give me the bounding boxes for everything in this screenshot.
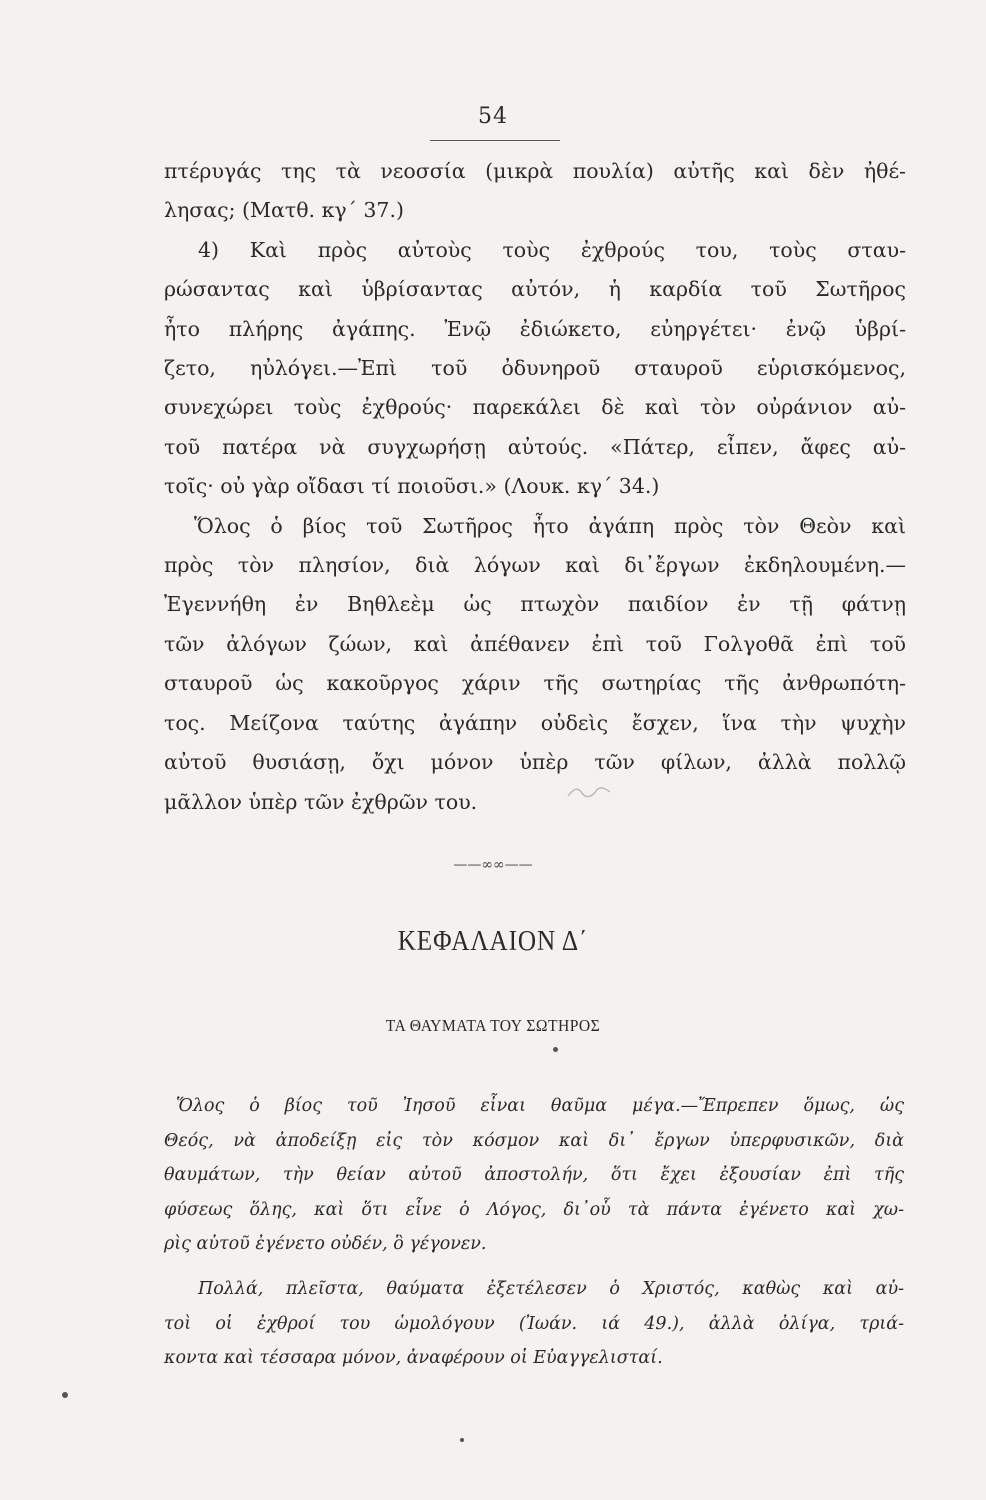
text-line: ρώσαντας καὶ ὑβρίσαντας αὐτόν, ἡ καρδία τοῦ Σωτῆρος [164,277,906,302]
italic-line: Πολλά, πλεῖστα, θαύματα ἐξετέλεσεν ὁ Χριστός, καθὼς καὶ αὐ- [198,1278,904,1299]
text-line: Ἐγεννήθη ἐν Βηθλεὲμ ὡς πτωχὸν παιδίον ἐν τῇ φάτνῃ [164,592,906,617]
margin-dot [62,1392,68,1398]
italic-line: θαυμάτων, τὴν θείαν αὐτοῦ ἀποστολήν, ὅτι ἔχει ἐξουσίαν ἐπὶ τῆς [164,1165,904,1186]
italic-line: κοντα καὶ τέσσαρα μόνον, ἀναφέρουν οἱ Εὐαγγελισταί. [164,1348,663,1369]
body-paragraphs [164,152,906,822]
italic-line: Θεός, νὰ ἀποδείξῃ εἰς τὸν κόσμον καὶ δι᾽ ἔργων ὑπερφυσικῶν, διὰ [164,1130,904,1151]
text-line: τοῖς· οὐ γὰρ οἴδασι τί ποιοῦσι.» (Λουκ. κγ΄ 34.) [164,474,660,499]
ink-dot [553,1047,558,1052]
italic-line: φύσεως ὅλης, καὶ ὅτι εἶνε ὁ Λόγος, δι᾽οὗ τὰ πάντα ἐγένετο καὶ χω- [164,1199,904,1220]
text-line: πρὸς τὸν πλησίον, διὰ λόγων καὶ δι᾽ἔργων ἐκδηλουμένη.— [164,553,906,578]
text-line: συνεχώρει τοὺς ἐχθρούς· παρεκάλει δὲ καὶ τὸν οὐράνιον αὐ- [164,395,906,420]
chapter-subtitle: ΤΑ ΘΑΥΜΑΤΑ ΤΟΥ ΣΩΤΗΡΟΣ [385,1016,601,1035]
text-line: τῶν ἀλόγων ζώων, καὶ ἀπέθανεν ἐπὶ τοῦ Γολγοθᾶ ἐπὶ τοῦ [164,631,906,656]
header-rule [430,140,560,141]
italic-line: ρὶς αὐτοῦ ἐγένετο οὐδέν, ὃ γέγονεν. [164,1234,487,1255]
chapter-title: ΚΕΦΑΛΑΙΟΝ Δ΄ [397,926,589,957]
ink-dot [460,1438,464,1442]
text-line: 4) Καὶ πρὸς αὐτοὺς τοὺς ἐχθρούς του, τοὺς σταυ- [198,237,906,262]
italic-line: Ὅλος ὁ βίος τοῦ Ἰησοῦ εἶναι θαῦμα μέγα.—Ἔπρεπεν ὅμως, ὡς [176,1096,904,1116]
pencil-scribble-mark [566,785,612,799]
page-number: 54 [478,104,508,129]
text-line: Ὅλος ὁ βίος τοῦ Σωτῆρος ἦτο ἀγάπη πρὸς τὸν Θεὸν καὶ [194,513,906,538]
text-line: μᾶλλον ὑπὲρ τῶν ἐχθρῶν του. [164,789,478,814]
text-line: ἦτο πλήρης ἀγάπης. Ἐνῷ ἐδιώκετο, εὐηργέτει· ἐνῷ ὑβρί- [164,316,906,341]
text-line: λησας; (Ματθ. κγ΄ 37.) [164,198,404,223]
text-line: σταυροῦ ὡς κακοῦργος χάριν τῆς σωτηρίας τῆς ἀνθρωπότη- [164,671,906,696]
section-divider: ——∞∞—— [453,857,533,873]
italic-line: τοὶ οἱ ἐχθροί του ὡμολόγουν (Ἰωάν. ιά 49.), ἀλλὰ ὀλίγα, τριά- [164,1313,904,1334]
text-line: αὐτοῦ θυσιάσῃ, ὄχι μόνον ὑπὲρ τῶν φίλων, ἀλλὰ πολλῷ [164,750,906,775]
italic-section [164,1089,904,1376]
text-line: τοῦ πατέρα νὰ συγχωρήσῃ αὐτούς. «Πάτερ, εἶπεν, ἄφες αὐ- [164,434,906,459]
text-line: πτέρυγάς της τὰ νεοσσία (μικρὰ πουλία) αὐτῆς καὶ δὲν ἠθέ- [164,159,906,183]
text-line: τος. Μείζονα ταύτης ἀγάπην οὐδεὶς ἔσχεν, ἵνα τὴν ψυχὴν [164,710,906,735]
text-line: ζετο, ηὐλόγει.—Ἐπὶ τοῦ ὀδυνηροῦ σταυροῦ εὑρισκόμενος, [164,356,906,381]
